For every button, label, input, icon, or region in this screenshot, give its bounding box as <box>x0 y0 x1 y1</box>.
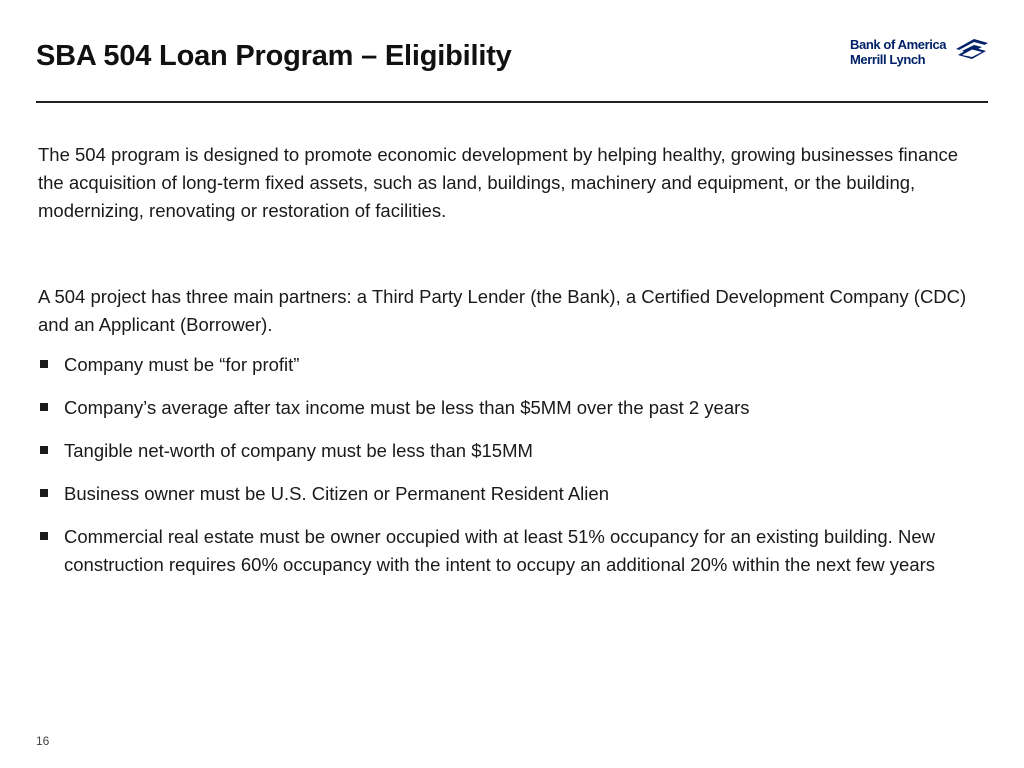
list-item-text: Company’s average after tax income must be less than $5MM over the past 2 years <box>64 397 750 418</box>
logo-line-1: Bank of America <box>850 37 947 52</box>
square-bullet-icon <box>40 532 48 540</box>
list-item <box>38 351 988 379</box>
square-bullet-icon <box>40 489 48 497</box>
list-item-text: Commercial real estate must be owner occupied with at least 51% occupancy for an existing building. New construction requires 60% occupancy with the intent to occupy an additional 20% within the next few years <box>64 526 936 575</box>
logo-text <box>850 37 946 67</box>
list-item-text: Business owner must be U.S. Citizen or Permanent Resident Alien <box>64 483 609 504</box>
slide-title: SBA 504 Loan Program – Eligibility <box>36 40 512 72</box>
square-bullet-icon <box>40 446 48 454</box>
logo-line-2: Merrill Lynch <box>850 52 926 67</box>
square-bullet-icon <box>40 360 48 368</box>
slide-body <box>38 141 988 594</box>
partners-paragraph: A 504 project has three main partners: a Third Party Lender (the Bank), a Certified Development Company (CDC) and an Applicant (Borrower). <box>38 286 967 335</box>
list-item-text: Tangible net-worth of company must be less than $15MM <box>64 440 533 461</box>
title-divider <box>36 101 988 103</box>
list-item <box>38 480 988 508</box>
square-bullet-icon <box>40 403 48 411</box>
bank-of-america-merrill-lynch-logo <box>850 37 990 75</box>
list-item <box>38 394 988 422</box>
eligibility-list <box>38 351 988 579</box>
list-item <box>38 437 988 465</box>
flag-logo-icon <box>954 37 990 59</box>
page-number: 16 <box>36 734 50 748</box>
intro-paragraph: The 504 program is designed to promote economic development by helping healthy, growing businesses finance the acquisition of long-term fixed assets, such as land, buildings, machinery and equipment, or the building, modernizing, renovating or restoration of facilities. <box>38 144 959 221</box>
list-item <box>38 523 988 579</box>
list-item-text: Company must be “for profit” <box>64 354 300 375</box>
